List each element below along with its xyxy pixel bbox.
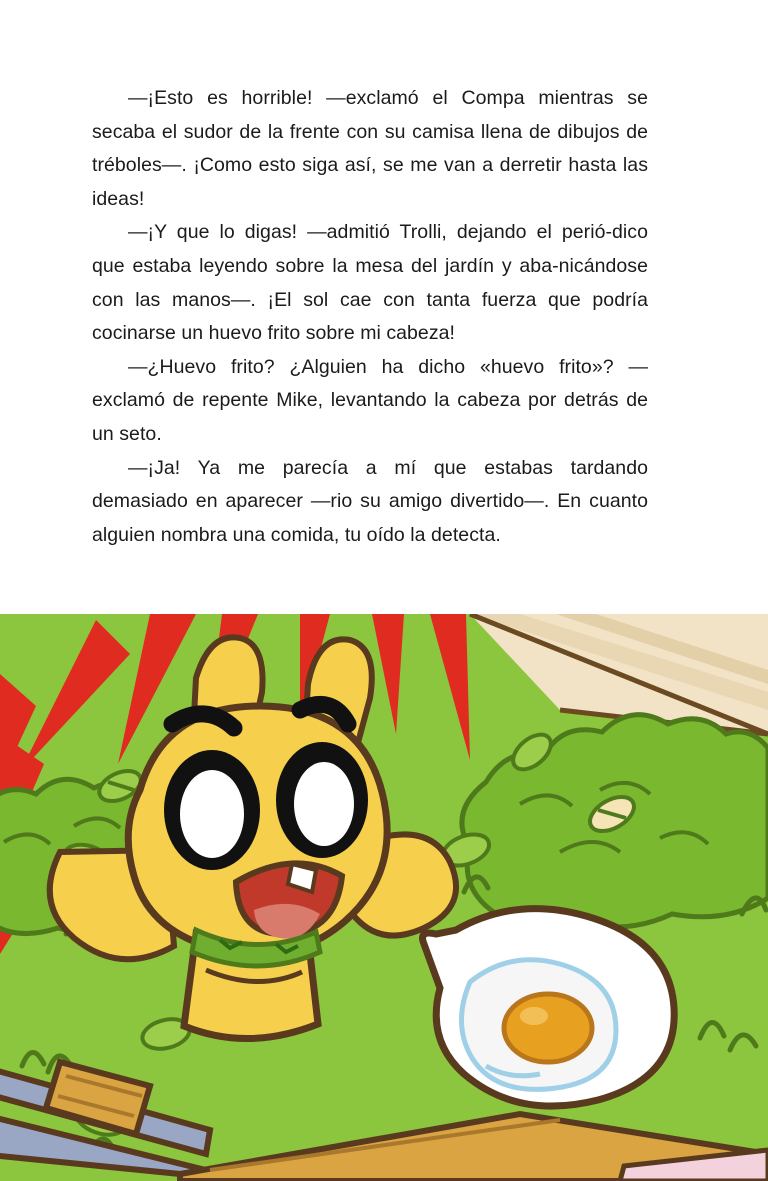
paragraph: —¡Y que lo digas! —admitió Trolli, dejando el perió-dico que estaba leyendo sobre la mesa del jardín y aba-nicándose con las manos—. ¡El sol cae con tanta fuerza que podría cocinarse un huevo frito sobre mi cabeza! [92, 221, 648, 345]
paragraph: —¡Esto es horrible! —exclamó el Compa mientras se secaba el sudor de la frente con su camisa llena de dibujos de tréboles—. ¡Como esto siga así, se me van a derretir hasta las ideas! [92, 87, 648, 210]
paragraph: —¡Ja! Ya me parecía a mí que estabas tardando demasiado en aparecer —rio su amigo divertido—. En cuanto alguien nombra una comida, tu oído la detecta. [92, 456, 648, 546]
illustration-artwork [0, 614, 768, 1181]
page-text-body [92, 82, 648, 552]
story-illustration [0, 614, 768, 1181]
egg-yolk [504, 994, 592, 1062]
paragraph: —¿Huevo frito? ¿Alguien ha dicho «huevo frito»? —exclamó de repente Mike, levantando la cabeza por detrás de un seto. [92, 355, 648, 445]
